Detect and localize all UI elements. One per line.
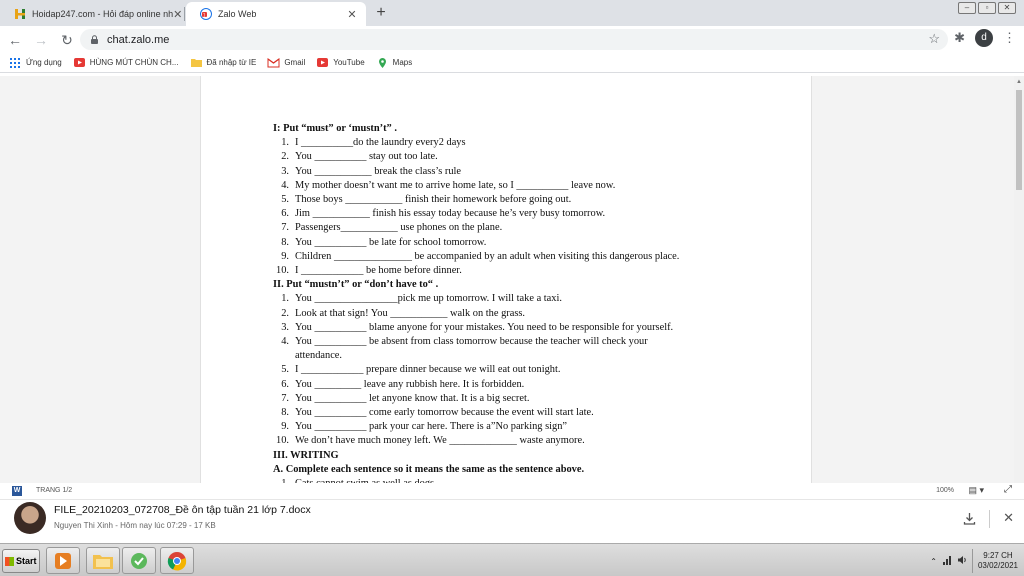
document-heading xyxy=(273,449,793,463)
vertical-scrollbar[interactable] xyxy=(1014,76,1024,483)
profile-avatar[interactable]: d xyxy=(975,29,993,47)
tab-title: Hoidap247.com - Hỏi đáp online nh xyxy=(32,9,174,19)
browser-toolbar xyxy=(0,26,1024,53)
tab-title: Zalo Web xyxy=(218,9,257,19)
document-item xyxy=(273,207,793,221)
item-text: I ____________ be home before dinner. xyxy=(295,265,462,277)
close-tab-icon[interactable]: ✕ xyxy=(347,8,357,21)
heading-text: II. Put “mustn’t” or “don’t have to“ . xyxy=(273,279,439,291)
item-text: You ___________ break the class’s rule xyxy=(295,165,462,177)
bookmark-label: YouTube xyxy=(333,58,365,67)
network-icon[interactable] xyxy=(942,555,952,567)
window-controls xyxy=(958,2,1016,14)
layout-menu-icon[interactable]: ▤ ▾ xyxy=(968,485,984,495)
item-text: You _________ leave any rubbish here. It is forbidden. xyxy=(295,378,525,390)
reload-icon[interactable]: ↻ xyxy=(61,31,73,48)
toolbar-right xyxy=(954,29,1016,47)
zoom-level[interactable]: 100% xyxy=(936,487,954,494)
folder-icon xyxy=(93,553,113,569)
item-text: Those boys ___________ finish their homework before going out. xyxy=(295,194,572,206)
heading-text: III. WRITING xyxy=(273,449,339,461)
document-item xyxy=(273,363,793,377)
bookmark-youtube[interactable] xyxy=(317,58,364,67)
document-item xyxy=(273,307,793,321)
item-number: 1. xyxy=(281,137,289,149)
item-number: 4. xyxy=(281,336,289,348)
document-item xyxy=(273,264,793,278)
maps-pin-icon xyxy=(377,58,388,67)
document-item xyxy=(273,434,793,448)
download-icon[interactable] xyxy=(963,512,976,528)
document-item xyxy=(273,392,793,406)
item-text: You __________ be absent from class tomorrow because the teacher will check your xyxy=(295,336,648,348)
green-app-icon xyxy=(130,552,148,570)
fullscreen-icon[interactable]: ⤢ xyxy=(1004,484,1012,495)
taskbar xyxy=(0,543,1024,576)
taskbar-app-green[interactable] xyxy=(122,547,156,574)
more-menu-icon[interactable]: ⋮ xyxy=(1003,30,1016,45)
item-number: 10. xyxy=(276,265,289,277)
document-item xyxy=(273,136,793,150)
item-text: You __________ blame anyone for your mistakes. You need to be responsible for yourself. xyxy=(295,321,674,333)
tray-divider xyxy=(972,549,973,573)
item-number: 2. xyxy=(281,151,289,163)
word-doc-icon: W xyxy=(13,487,21,494)
new-tab-button[interactable]: + xyxy=(376,4,386,21)
youtube-icon xyxy=(74,58,85,67)
forward-arrow-icon[interactable]: → xyxy=(34,31,48,48)
item-text: You __________ be late for school tomorrow. xyxy=(295,236,487,248)
item-number: 9. xyxy=(281,250,289,262)
bookmark-ie-folder[interactable] xyxy=(191,58,257,67)
document-item xyxy=(273,292,793,306)
item-text: You __________ come early tomorrow because the event will start late. xyxy=(295,407,594,419)
close-tab-icon[interactable]: ✕ xyxy=(173,8,183,21)
youtube-icon xyxy=(317,58,328,67)
item-number: 7. xyxy=(281,392,289,404)
bookmark-label: Gmail xyxy=(284,58,306,67)
bookmark-label: Maps xyxy=(392,58,413,67)
address-url: chat.zalo.me xyxy=(107,33,170,46)
item-number: 3. xyxy=(281,165,289,177)
bookmark-label: HÙNG MÚT CHÙN CH... xyxy=(89,58,179,67)
item-text: You __________ park your car here. There is a”No parking sign” xyxy=(295,421,568,433)
item-number: 3. xyxy=(281,321,289,333)
document-content xyxy=(273,122,793,491)
item-number: 9. xyxy=(281,421,289,433)
document-heading xyxy=(273,278,793,292)
item-text: Passengers___________ use phones on the plane. xyxy=(295,222,503,234)
tray-expand-icon[interactable]: ⌃ xyxy=(930,556,937,566)
start-label: Start xyxy=(16,556,37,566)
bookmark-label: Ứng dụng xyxy=(26,58,62,67)
sender-avatar[interactable] xyxy=(14,502,46,534)
item-number: 5. xyxy=(281,364,289,376)
document-item xyxy=(273,406,793,420)
item-number: 8. xyxy=(281,407,289,419)
tab-strip xyxy=(0,0,1024,26)
bookmark-hung-mut[interactable] xyxy=(74,58,179,67)
taskbar-media-player[interactable] xyxy=(46,547,80,574)
line-text: attendance. xyxy=(295,350,343,362)
item-text: You __________ stay out too late. xyxy=(295,151,438,163)
heading-text: I: Put “must” or ‘mustn’t” . xyxy=(273,123,397,134)
item-number: 7. xyxy=(281,222,289,234)
document-item xyxy=(273,335,793,349)
item-number: 6. xyxy=(281,378,289,390)
document-item xyxy=(273,236,793,250)
bookmark-label: Đã nhập từ IE xyxy=(206,58,257,67)
document-item xyxy=(273,250,793,264)
item-text: I __________do the laundry every2 days xyxy=(295,137,466,149)
taskbar-file-explorer[interactable] xyxy=(86,547,120,574)
clock-date: 03/02/2021 xyxy=(977,561,1018,570)
document-item xyxy=(273,321,793,335)
extensions-puzzle-icon[interactable]: ✱ xyxy=(954,30,965,45)
file-message-bar xyxy=(0,499,1024,543)
bookmarks-bar xyxy=(0,53,1024,73)
gmail-icon xyxy=(268,58,279,67)
document-item xyxy=(273,420,793,434)
item-text: Children _______________ be accompanied by an adult when visiting this dangerous place. xyxy=(295,250,680,262)
close-window-icon[interactable]: ✕ xyxy=(998,2,1016,14)
document-item xyxy=(273,221,793,235)
document-page xyxy=(200,76,812,483)
document-item xyxy=(273,150,793,164)
hoidap247-favicon-icon xyxy=(14,8,26,20)
document-line-continuation xyxy=(273,349,793,363)
item-text: My mother doesn’t want me to arrive home late, so I __________ leave now. xyxy=(295,179,616,191)
scroll-thumb[interactable] xyxy=(1016,90,1022,190)
item-number: 5. xyxy=(281,194,289,206)
zalo-favicon-icon xyxy=(200,8,212,20)
document-heading xyxy=(273,463,793,477)
system-tray xyxy=(930,546,1024,576)
tab-hoidap247[interactable] xyxy=(0,2,183,26)
bookmark-maps[interactable] xyxy=(377,58,413,67)
apps-grid-icon xyxy=(10,58,20,68)
bookmark-gmail[interactable] xyxy=(268,58,305,67)
scroll-up-icon[interactable]: ▲ xyxy=(1016,79,1022,85)
viewer-status-bar xyxy=(0,483,1024,499)
item-number: 1. xyxy=(281,293,289,305)
document-item xyxy=(273,179,793,193)
item-text: I ____________ prepare dinner because we will eat out tonight. xyxy=(295,364,561,376)
svg-text:1: 1 xyxy=(203,12,206,18)
document-viewer xyxy=(0,76,1024,483)
divider xyxy=(989,510,990,528)
item-text: We don’t have much money left. We _____________ waste anymore. xyxy=(295,435,585,447)
item-number: 2. xyxy=(281,307,289,319)
clock-time: 9:27 CH xyxy=(983,551,1013,560)
bookmark-star-icon[interactable]: ☆ xyxy=(928,31,940,46)
document-item xyxy=(273,193,793,207)
document-heading xyxy=(273,122,793,136)
document-item xyxy=(273,378,793,392)
media-player-icon xyxy=(54,552,72,570)
tab-zalo-web[interactable] xyxy=(186,2,366,26)
close-viewer-icon[interactable]: ✕ xyxy=(1003,510,1014,525)
volume-icon[interactable] xyxy=(957,555,967,567)
heading-text: A. Complete each sentence so it means the same as the sentence above. xyxy=(273,463,585,475)
item-text: Jim ___________ finish his essay today because he’s very busy tomorrow. xyxy=(295,208,606,220)
windows-flag-icon xyxy=(5,557,14,566)
tab-divider xyxy=(184,7,185,21)
page-indicator: TRANG 1/2 xyxy=(36,487,73,494)
file-name: FILE_20210203_072708_Đề ôn tập tuần 21 lớp 7.docx xyxy=(54,504,311,516)
minimize-icon[interactable]: – xyxy=(958,2,976,14)
item-text: You __________ let anyone know that. It is a big secret. xyxy=(295,392,530,404)
maximize-icon[interactable]: ▫ xyxy=(978,2,996,14)
address-bar[interactable] xyxy=(80,29,948,50)
item-text: You ________________pick me up tomorrow. I will take a taxi. xyxy=(295,293,562,305)
folder-icon xyxy=(191,58,202,67)
clock[interactable] xyxy=(978,551,1018,571)
item-number: 4. xyxy=(281,179,289,191)
start-button[interactable] xyxy=(2,549,40,573)
item-number: 6. xyxy=(281,208,289,220)
item-text: Look at that sign! You ___________ walk on the grass. xyxy=(295,307,526,319)
document-item xyxy=(273,165,793,179)
taskbar-chrome[interactable] xyxy=(160,547,194,574)
chrome-icon xyxy=(167,551,187,571)
item-number: 10. xyxy=(276,435,289,447)
file-meta: Nguyen Thi Xinh - Hôm nay lúc 07:29 - 17 KB xyxy=(54,521,216,530)
bookmark-apps[interactable] xyxy=(10,58,62,68)
back-arrow-icon[interactable]: ← xyxy=(8,31,22,48)
lock-icon xyxy=(90,35,99,44)
item-number: 8. xyxy=(281,236,289,248)
